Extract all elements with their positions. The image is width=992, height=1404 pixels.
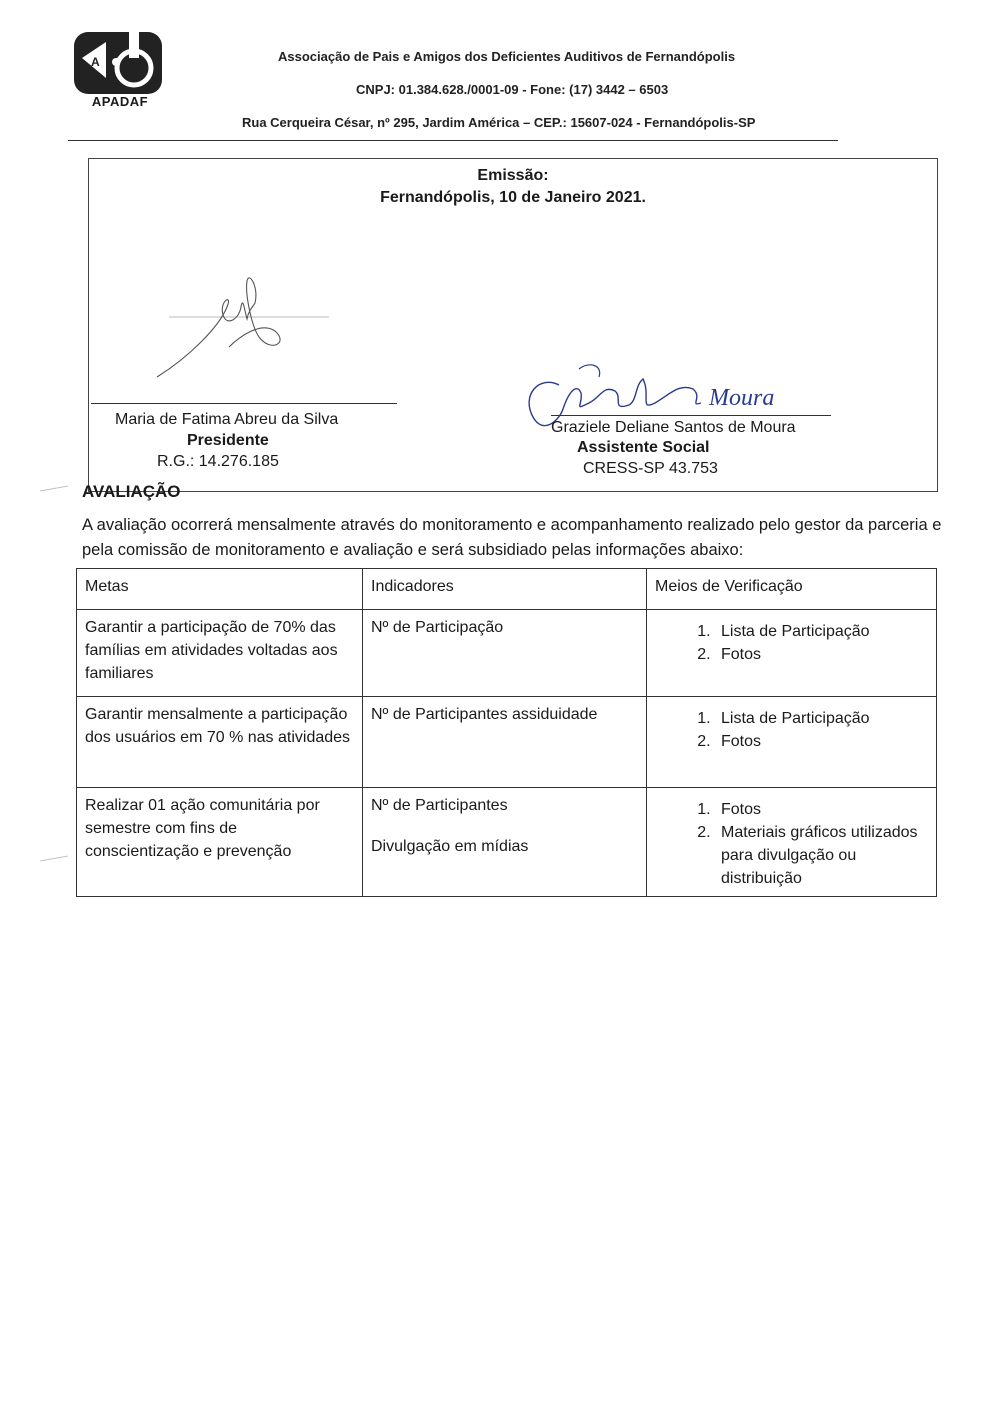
social-worker-handwriting: Moura	[709, 385, 775, 411]
header-meios-verificacao: Meios de Verificação	[647, 569, 937, 610]
evaluation-title: AVALIAÇÃO	[82, 482, 181, 501]
header-divider	[68, 140, 838, 141]
indicator-cell	[363, 697, 647, 788]
indicator-text: Nº de Participantes	[371, 797, 508, 814]
table-row	[77, 697, 937, 788]
verification-item: 2. Fotos	[715, 730, 928, 753]
organization-address: Rua Cerqueira César, nº 295, Jardim América – CEP.: 15607-024 - Fernandópolis-SP	[242, 115, 756, 130]
meta-cell: Garantir mensalmente a participação dos usuários em 70 % nas atividades	[77, 697, 363, 788]
indicator-text: Nº de Participação	[371, 619, 504, 636]
verification-cell	[647, 697, 937, 788]
president-signature-line	[91, 403, 397, 404]
scan-edge-mark	[40, 856, 68, 862]
header-indicadores: Indicadores	[363, 569, 647, 610]
president-role: Presidente	[187, 432, 269, 449]
table-header-row	[77, 569, 937, 610]
emission-label: Emissão:	[477, 167, 549, 184]
svg-text:A: A	[91, 55, 100, 69]
verification-cell	[647, 610, 937, 697]
emission-box	[88, 158, 938, 492]
scan-edge-mark	[40, 486, 68, 492]
verification-item: 1. Lista de Participação	[715, 620, 928, 643]
social-worker-cress: CRESS-SP 43.753	[583, 460, 718, 477]
indicator-cell	[363, 610, 647, 697]
logo-text: APADAF	[91, 94, 149, 109]
social-worker-role: Assistente Social	[577, 439, 710, 456]
header-metas: Metas	[77, 569, 363, 610]
organization-name: Associação de Pais e Amigos dos Deficientes Auditivos de Fernandópolis	[278, 49, 736, 64]
president-name: Maria de Fatima Abreu da Silva	[115, 411, 339, 428]
verification-item: 1. Lista de Participação	[715, 707, 928, 730]
indicator-text: Nº de Participantes assiduidade	[371, 706, 598, 723]
social-worker-name: Graziele Deliane Santos de Moura	[551, 419, 796, 436]
meta-cell: Realizar 01 ação comunitária por semestre com fins de conscientização e prevenção	[77, 788, 363, 897]
indicator-text: Divulgação em mídias	[371, 838, 529, 855]
table-row	[77, 610, 937, 697]
verification-item: 2. Materiais gráficos utilizados para divulgação ou distribuição	[715, 821, 928, 890]
verification-item: 2. Fotos	[715, 643, 928, 666]
verification-item: 1. Fotos	[715, 798, 928, 821]
evaluation-text: A avaliação ocorrerá mensalmente através do monitoramento e acompanhamento realizado pelo gestor da parceria e pela comissão de monitoramento e avaliação e será subsidiado pelas informações abaixo:	[82, 516, 942, 559]
president-signature	[149, 267, 349, 387]
meta-cell: Garantir a participação de 70% das famílias em atividades voltadas aos familiares	[77, 610, 363, 697]
president-rg: R.G.: 14.276.185	[157, 453, 279, 470]
table-row	[77, 788, 937, 897]
organization-contact: CNPJ: 01.384.628./0001-09 - Fone: (17) 3442 – 6503	[356, 82, 669, 97]
verification-cell	[647, 788, 937, 897]
goals-table	[76, 568, 937, 897]
indicator-cell	[363, 788, 647, 897]
social-worker-signature-line	[551, 415, 831, 416]
emission-date: Fernandópolis, 10 de Janeiro 2021.	[380, 189, 646, 206]
